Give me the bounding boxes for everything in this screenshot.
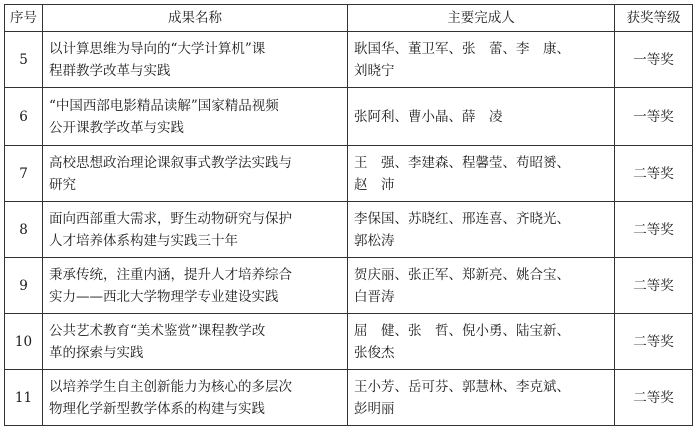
contributors-line: 贺庆丽、张正军、郑新亮、姚合宝、 <box>354 266 570 283</box>
main-contributors <box>348 202 615 258</box>
title-line: 革的探索与实践 <box>49 344 144 361</box>
table-row <box>5 258 693 314</box>
row-number: 10 <box>5 314 43 370</box>
main-contributors <box>348 314 615 370</box>
achievement-title <box>43 88 348 146</box>
contributors-line: 王 强、李建森、程馨莹、苟昭赟、 <box>354 154 570 171</box>
table-row <box>5 88 693 146</box>
contributors-line: 耿国华、董卫军、张 蕾、李 康、 <box>354 40 570 57</box>
award-level: 一等奖 <box>615 32 693 88</box>
achievement-title <box>43 258 348 314</box>
achievement-title <box>43 314 348 370</box>
table-body <box>5 32 693 426</box>
award-level: 二等奖 <box>615 146 693 202</box>
row-number: 7 <box>5 146 43 202</box>
main-contributors <box>348 370 615 426</box>
row-number: 8 <box>5 202 43 258</box>
contributors-line: 张俊杰 <box>354 344 395 361</box>
title-line: “中国西部电影精品读解”国家精品视频 <box>49 97 279 114</box>
title-line: 公开课教学改革与实践 <box>49 119 184 136</box>
main-contributors <box>348 258 615 314</box>
award-level: 二等奖 <box>615 202 693 258</box>
title-line: 以计算思维为导向的“大学计算机”课 <box>49 40 266 57</box>
table-row <box>5 314 693 370</box>
achievement-title <box>43 370 348 426</box>
row-number: 5 <box>5 32 43 88</box>
contributors-line: 彭明丽 <box>354 400 395 417</box>
main-contributors <box>348 32 615 88</box>
row-number: 6 <box>5 88 43 146</box>
title-line: 以培养学生自主创新能力为核心的多层次 <box>49 378 292 395</box>
row-number: 9 <box>5 258 43 314</box>
title-line: 秉承传统，注重内涵，提升人才培养综合 <box>49 266 292 283</box>
header-title: 成果名称 <box>43 5 348 32</box>
contributors-line: 张阿利、曹小晶、薛 凌 <box>354 108 503 125</box>
contributors-line: 屈 健、张 哲、倪小勇、陆宝新、 <box>354 322 570 339</box>
table-row <box>5 202 693 258</box>
main-contributors <box>348 88 615 146</box>
title-line: 物理化学新型教学体系的构建与实践 <box>49 400 265 417</box>
table-row <box>5 146 693 202</box>
title-line: 人才培养体系构建与实践三十年 <box>49 232 238 249</box>
title-line: 研究 <box>49 176 76 193</box>
main-contributors <box>348 146 615 202</box>
achievement-title <box>43 32 348 88</box>
header-level: 获奖等级 <box>615 5 693 32</box>
awards-table <box>4 4 693 426</box>
contributors-line: 郭松涛 <box>354 232 395 249</box>
title-line: 程群教学改革与实践 <box>49 62 171 79</box>
contributors-line: 李保国、苏晓红、邢连喜、齐晓光、 <box>354 210 570 227</box>
header-people: 主要完成人 <box>348 5 615 32</box>
achievement-title <box>43 202 348 258</box>
award-level: 二等奖 <box>615 258 693 314</box>
title-line: 高校思想政治理论课叙事式教学法实践与 <box>49 154 292 171</box>
contributors-line: 王小芳、岳可芬、郭慧林、李克斌、 <box>354 378 570 395</box>
header-row <box>5 5 693 32</box>
achievement-title <box>43 146 348 202</box>
award-level: 二等奖 <box>615 370 693 426</box>
award-level: 二等奖 <box>615 314 693 370</box>
contributors-line: 赵 沛 <box>354 176 395 193</box>
header-num: 序号 <box>5 5 43 32</box>
contributors-line: 刘晓宁 <box>354 62 395 79</box>
contributors-line: 白晋涛 <box>354 288 395 305</box>
title-line: 实力——西北大学物理学专业建设实践 <box>49 288 279 305</box>
table-row <box>5 32 693 88</box>
title-line: 公共艺术教育“美术鉴赏”课程教学改 <box>49 322 266 339</box>
title-line: 面向西部重大需求，野生动物研究与保护 <box>49 210 292 227</box>
row-number: 11 <box>5 370 43 426</box>
table-row <box>5 370 693 426</box>
award-level: 一等奖 <box>615 88 693 146</box>
